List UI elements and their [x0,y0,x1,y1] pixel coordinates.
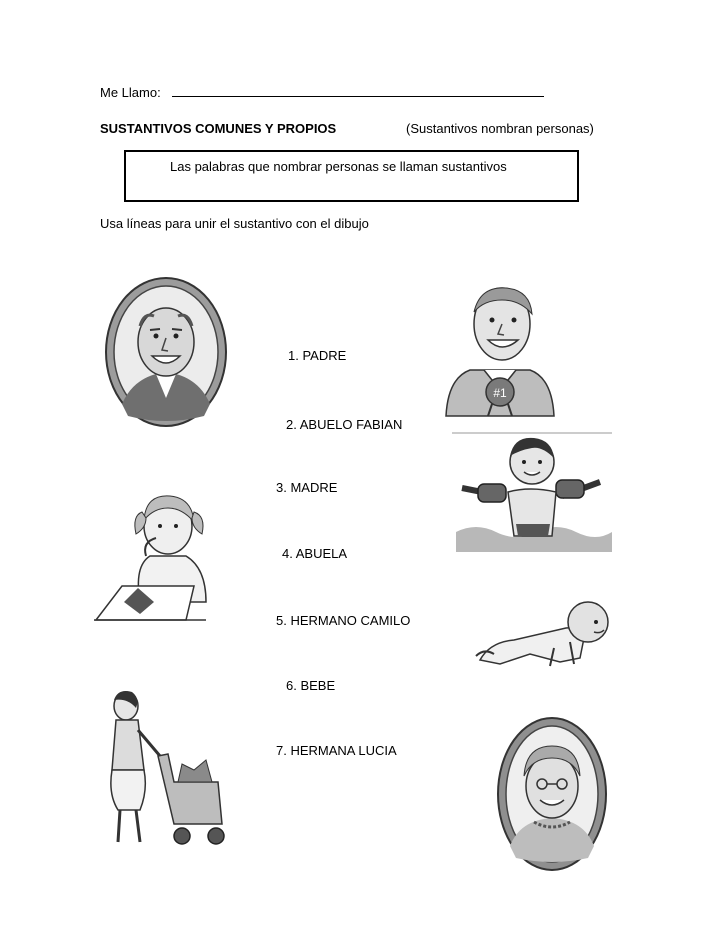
worksheet-subtitle: (Sustantivos nombran personas) [406,121,594,136]
noun-item-5[interactable]: 5. HERMANO CAMILO [276,613,411,628]
noun-item-1[interactable]: 1. PADRE [288,348,347,363]
boy-swimming[interactable] [452,432,612,552]
grandfather-portrait[interactable] [104,276,228,428]
rule-box [124,150,579,202]
noun-item-7[interactable]: 7. HERMANA LUCIA [276,743,397,758]
noun-item-6[interactable]: 6. BEBE [286,678,336,693]
grandmother-portrait[interactable] [496,716,608,872]
name-line[interactable] [172,96,544,97]
name-label: Me Llamo: [100,85,161,100]
instructions: Usa líneas para unir el sustantivo con el dibujo [100,216,369,231]
svg-text:#1: #1 [493,386,507,400]
worksheet-title: SUSTANTIVOS COMUNES Y PROPIOS [100,121,337,136]
noun-item-4[interactable]: 4. ABUELA [282,546,348,561]
father-with-badge[interactable] [440,278,560,418]
rule-text: Las palabras que nombrar personas se llaman sustantivos [170,159,507,174]
mother-with-stroller[interactable] [98,690,238,852]
noun-item-2[interactable]: 2. ABUELO FABIAN [286,417,403,432]
girl-drawing[interactable] [94,486,218,622]
noun-item-3[interactable]: 3. MADRE [276,480,338,495]
baby-crawling[interactable] [470,598,614,670]
